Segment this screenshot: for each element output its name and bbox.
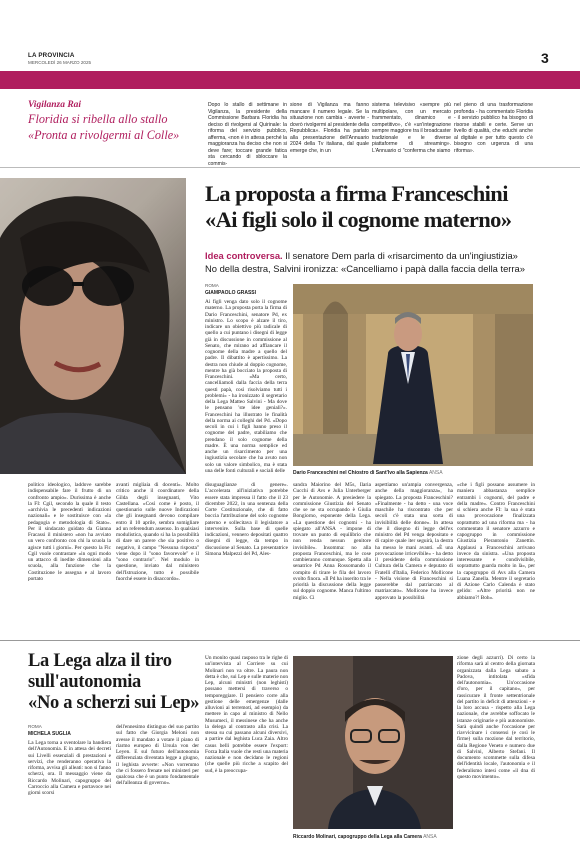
main-dateline: ROMA — [205, 283, 219, 288]
main-subhead-line-1 — [205, 250, 518, 261]
header-band — [0, 71, 580, 89]
second-dateline: ROMA — [28, 724, 42, 729]
main-headline-line-2: «Ai figli solo il cognome materno» — [205, 207, 512, 232]
caption-text: Dario Franceschini nel Chiostro di Sant'Ivo alla Sapienza — [293, 470, 428, 476]
main-body-col-1: politico ideologico, laddove sarebbe indispensabile fare il frutto di un confronto ampio». Durissima è anche la FI: Cgil, secondo la quale il testo «archivia le precedenti indicazioni nazionali» e le sostituisce con «la pedagogia e metodologia di Stato». Per il sindacato guidato da Gianna Fracassi il ministero «non ha avviato un vero confronto con chi la scuola la agisce tutti i giorni». Per questo la Flc Cgil vuole contrastare «in ogni modo un attacco di inedite dimensioni alla scuola, alla funzione che la Costituzione le assegna e al lavoro portato — [28, 482, 111, 582]
top-story-col-3: sistema televisivo «sempre più multipolare, con un mercato frammentato, dinamico e competitivo», c'è «un'integrazione sempre maggiore tra il broadcaster tradizionale e le diverse piattaforme di streaming». L'Annuario ci "conferma che siamo — [372, 102, 451, 154]
second-headline-line-1: La Lega alza il tiro — [28, 651, 172, 671]
main-headline-line-1: La proposta a firma Franceschini — [205, 181, 508, 206]
man-portrait-illustration — [293, 656, 453, 829]
top-story-col-1: Dopo lo stallo di settimane in Vigilanza, la presidente della Commissione Barbara Floridia ha deciso di rivolgersi al Quirinale: la riforma del servizio pubblico, afferma, «non è in attesa perché la maggioranza ha deciso che non si deve fare; toccare grande fatica sta cercando di sbloccare la commis- — [208, 102, 287, 167]
main-byline: GIAMPAOLO GRASSI — [205, 290, 257, 296]
page-number: 3 — [541, 50, 549, 66]
cloister-scene-illustration — [293, 284, 533, 466]
main-body-col-3: disuguaglianze di genere». L'accelerata all'iniziativa potrebbe essere stata impressa il fatto che il 23 dicembre 2022, in una sentenza della Corte Costituzionale, che di fatto boccia l'attribuzione del solo cognome paterno e sollecitava il legislatore a intervenire. Sulla base di quelle indicazioni, vennero depositati quattro disegni di legge, da tempo in discussione al Senato. La presentatrice Simona Malpezzi del Pd, Ales- — [205, 482, 288, 557]
main-body-col-6: «che i figli possano assumere in maniera abbastanza semplice entrambi i cognomi, del padre e della madre». Contro Franceschini si schiera anche FI: la sua è stata una provocazione finalizzata soprattutto ad una riforma ma - ha commentato il senatore azzurro e capogruppo in commissione Giustizia Pierantonio Zanettin. Applausi a Franceschini arrivano invece da sinistra. «Una proposta interessante e condivisibile, soprattutto guarda molto in là», per la capogruppo di Avs alla Camera Luana Zanella. Mentre il segretario di Azione Carlo Calenda è stato gelido: «Altre priorità non ne abbiamo?! Boh». — [457, 482, 535, 601]
franceschini-caption — [293, 470, 443, 476]
main-body-col-5: aspettiamo un'ampia convergenza, anche della maggioranza», ha spiegato. La proposta Franceschini? «Finalmente - ha detto - una voce maschile ha riscontrato che per secoli c'è stata una sorta di invisibilità delle donne». In attesa che il disegno di legge dell'ex ministro del Pd venga depositato e di capire quale iter seguirà, la destra ha messo le mani avanti. «È una provocazione irricevibile» - ha detto il presidente della commissione Cultura della Camera e deputato di Fratelli d'Italia, Federico Mollicone - Nella visione di Franceschini si passerebbe dal patriarcato al matriarcato». Mollicone ha invece approvato la possibilità — [375, 482, 453, 601]
issue-date: MERCOLEDÌ 26 MARZO 2025 — [28, 60, 92, 65]
top-story-kicker: Vigilanza Rai — [28, 100, 82, 110]
divider — [0, 167, 580, 168]
second-headline-line-2: sull'autonomia — [28, 672, 141, 692]
franceschini-photo — [293, 284, 533, 466]
caption-credit: ANSA — [428, 470, 443, 476]
portrait-photo — [0, 178, 186, 474]
molinari-photo — [293, 656, 453, 829]
top-story-headline: Floridia si ribella allo stallo «Pronta a rivolgermi al Colle» — [28, 112, 180, 142]
molinari-caption — [293, 834, 437, 840]
caption-credit: ANSA — [423, 834, 437, 840]
second-body-col-2: dell'ennesimo distinguo del suo partito sul fatto che Giorgia Meloni non avesse il mandato a votare il piano di riarmo europeo di Ursula von der Leyen. E sul futuro dell'autonomia differenziata diventata legge a giugno, il leghista avverte: «Non vorremmo che ci fossero frenate nei ministeri per qualcosa che è un punto fondamentale dell'alleanza di governo». — [116, 724, 199, 787]
second-headline-line-3: «No a scherzi sui Lep» — [28, 693, 200, 713]
main-body-col-4: sandra Maiorino del M5s, Ilaria Cucchi di Avs e Julia Unterberger per le Autonomie. A presiedere la commissione Giustizia del Senato che se ne sta occupando è Giulia Bongiorno, esponente della Lega. «La questione dei cognomi - ha spiegato all'ANSA - impone di trovare un punto di equilibrio che non renda nessun genitore invisibile». Insomma: no alla proposta Franceschini, ma le cose cambieranno comunque. Spetta alla senatrice Pd Anna Rossomando il compito di tirare le fila del lavoro svolto finora. «Il Pd ha inserito tra le priorità la discussione della legge sul doppio cognome. Manca l'ultimo miglio. Ci — [293, 482, 371, 601]
second-body-col-4: zione degli azzurri). Di certo la riforma sarà al centro della giornata organizzata dalla Lega sabato a Padova, intitolata «sfida dell'autonomia». Un'occasione d'oro, per il capitano», per rassicurare il fronte settentrionale del partito in deficit di attenzioni - e la loro accusa - rispetto alla Lega nazionale, che avrebbe soffocato le istanze originarie e più autonomiste. Sarà quindi anche l'occasione per riavvicinare i consensi (e così le firme) sulla mozione dal territorio, dalla Regione Veneto e numero due di Salvini, Alberto Stefani. Il documento scommette sulla difesa dell'identità locale, l'autonomia e il federalismo intesi come «il dna di questo movimento». — [457, 655, 535, 780]
second-byline: MICHELA SUGLIA — [28, 731, 71, 737]
top-story-col-4: nel pieno di una trasformazione profonda - ha commentato Floridia - il servizio pubblico ha bisogno di risorse stabili e certe. Serve un livello di qualità, che educhi anche al digitale e per tutto questo c'è bisogno con urgenza di una riforma». — [454, 102, 533, 154]
second-body-col-1: La Lega torna a sventolare la bandiera dell'Autonomia. E in attesa dei decreti sui Livelli essenziali di prestazioni e servizi, che renderanno operativa la riforma, avvisa gli alleati: non si fanno scherzi, ora. Il messaggio viene da Riccardo Molinari, capogruppo del Carroccio alla Camera e portavoce nei giorni scorsi — [28, 740, 111, 796]
caption-text: Riccardo Molinari, capogruppo della Lega alla Camera — [293, 834, 422, 840]
main-lead-column: Ai figli venga dato solo il cognome materno. La proposta porta la firma di Dario Franceschini, senatore Pd, ex ministro. Lo scopo è alzare il tiro, indicare un obiettivo più radicale di quello a cui puntano i disegni di legge già in discussione in commissione al Senato, che mirano ad affiancare il cognome della madre a quello del padre. Il dibattito è apertissimo. La destra non chiude al doppio cognome, mentre ha già bocciato la proposta di Franceschini. «Ma certo, cancelliamoli dalla faccia della terra questi papà, così risolviamo tutti i problemi» - ha ironizzato il segretario della Lega Matteo Salvini - Ma dove le pensano 'ste idee geniali?». Franceschini ha illustrato le finalità della norma ai colleghi del Pd. «Dopo secoli in cui i figli hanno preso il cognome del padre, stabiliamo che prendano il solo cognome della madre. È una norma semplice ed anche un risarcimento per una ingiustizia secolare che ha avuto non solo un valore simbolico, ma è stata una delle fonti culturali e sociali delle — [205, 299, 287, 474]
masthead: LA PROVINCIA — [28, 52, 75, 59]
subhead-text: Il senatore Dem parla di «risarcimento da un'ingiustizia» — [282, 250, 518, 261]
main-body-col-2: avanti migliaia di docenti». Molto critico anche il coordinatore della Gilda degli insegnanti, Vito Castellana. «Così come è posto, il questionario sulle nuove Indicazioni che gli insegnanti devono compilare entro il 10 aprile, sembra somigliare ad un referendum assenso. In qualsiasi modulistica, quando si ha la possibilità di dare un parere che sia positivo o negativo, il campo "Nessuna risposta" viene dopo il "sono favorevole" e il "sono contrario". Nel modulo in questione, inviato dal ministero dell'Istruzione, tutto è possibile fuorché essere in disaccordo». — [116, 482, 199, 582]
second-body-col-3: Un monito quasi rasposo tra le righe di un'intervista al Corriere su cui Molinari non va oltre. La paura non detta è che, sui Lep e sulle materie non Lep, alcuni ministri (non leghisti) possano mettersi di traverso o temporeggiare. Il pensiero corre alla gestione delle emergenze (dalle alluvioni ai terremoti, ad esempio) da mettere in capo al ministro di Nello Musumeci, il messinese che ha anche la delega al contrasto alla crisi. La stessa su cui passano alcuni diversivi, a partire dal leghista Luca Zaia. Altro casus belli potrebbe essere l'export: Forza Italia vuole che resti una materia nazionale e non decidano le regioni (che quelle più ricche a scapito del sud, è la preoccupa- — [205, 655, 288, 774]
woman-with-glasses-illustration — [0, 178, 186, 474]
top-story-col-2: sione di Vigilanza ma fanno mancare il numero legale. Se la situazione non cambia - avverte - dovrò rivolgermi al presidente della Repubblica». Floridia ha parlato alla presentazione dell'Annuario 2024 della Tv italiana, dal quale emerge che, in un — [290, 102, 369, 154]
subhead-kicker: Idea controversa. — [205, 250, 283, 261]
main-subhead-line-2: No della destra, Salvini ironizza: «Cancelliamo i papà dalla faccia della terra» — [205, 263, 525, 274]
divider — [0, 640, 580, 641]
